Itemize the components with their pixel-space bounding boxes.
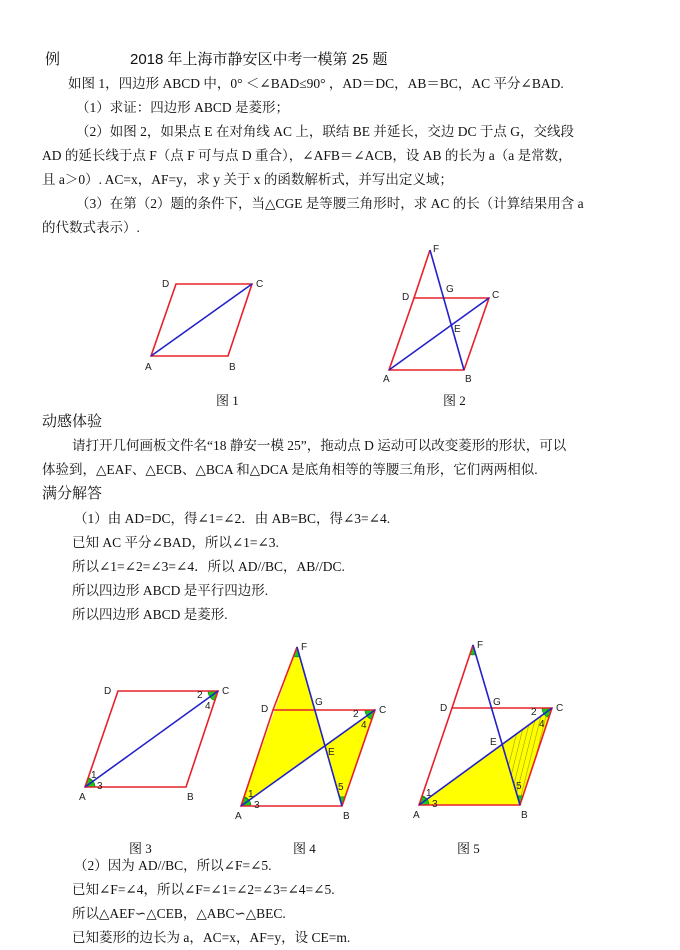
figure-5	[413, 640, 563, 821]
problem-title: 2018 年上海市静安区中考一模第 25 题	[130, 51, 388, 68]
fig3-angle-1: 1	[91, 770, 97, 781]
fig5-label-c: C	[556, 703, 564, 714]
problem-line-6: （3）在第（2）题的条件下，当△CGE 是等腰三角形时，求 AC 的长（计算结果用含 a	[76, 196, 584, 211]
fig4-label-g: G	[315, 697, 323, 708]
figure-2	[383, 244, 499, 385]
solution-part2-line-4: 已知菱形的边长为 a，AC=x，AF=y，设 CE=m.	[72, 930, 351, 945]
solution-part1-line-3: 所以∠1=∠2=∠3=∠4．所以 AD//BC，AB//DC.	[72, 559, 345, 574]
fig4-label-f: F	[301, 642, 308, 653]
figure-1	[145, 279, 263, 373]
fig4-label-b: B	[343, 811, 350, 822]
figure-3	[79, 686, 229, 803]
solution-part1-line-5: 所以四边形 ABCD 是菱形.	[72, 607, 228, 622]
solution-part1-line-4: 所以四边形 ABCD 是平行四边形.	[72, 583, 269, 598]
fig5-angle-4: 4	[539, 719, 545, 730]
dynamic-line-2: 体验到，△EAF、△ECB、△BCA 和△DCA 是底角相等的等腰三角形，它们两两相似.	[42, 462, 538, 477]
fig1-label-c: C	[256, 279, 264, 290]
fig4-label-d: D	[261, 704, 269, 715]
solution-part2-line-2: 已知∠F=∠4，所以∠F=∠1=∠2=∠3=∠4=∠5.	[72, 882, 335, 897]
problem-line-1: 如图 1，四边形 ABCD 中，0° ＜∠BAD≤90° ，AD＝DC，AB＝BC，AC 平分∠BAD.	[68, 76, 564, 91]
fig5-label-b: B	[521, 810, 528, 821]
dynamic-heading: 动感体验	[42, 413, 103, 430]
fig1-label-b: B	[229, 362, 236, 373]
fig2-label-f: F	[433, 244, 440, 255]
fig1-label-a: A	[145, 362, 152, 373]
problem-line-2: （1）求证：四边形 ABCD 是菱形；	[76, 100, 290, 115]
fig4-label-e: E	[328, 747, 335, 758]
fig2-label-e: E	[454, 324, 461, 335]
fig4-angle-1: 1	[248, 789, 254, 800]
fig4-angle-2: 2	[353, 709, 359, 720]
dynamic-line-1: 请打开几何画板文件名“18 静安一模 25”，拖动点 D 运动可以改变菱形的形状，可以	[72, 438, 567, 453]
fig4-triangle-aef	[241, 647, 325, 806]
fig5-extension-df	[452, 645, 473, 708]
fig4-triangle-ceb	[325, 710, 375, 806]
fig5-angle-1: 1	[426, 788, 432, 799]
problem-line-7: 的代数式表示）.	[42, 220, 140, 235]
fig5-label-a: A	[413, 810, 420, 821]
fig4-angle-5: 5	[338, 782, 344, 793]
caption-figure-1: 图 1	[216, 393, 239, 408]
fig4-angle-4: 4	[361, 720, 367, 731]
solution-part1-line-1: （1）由 AD=DC，得∠1=∠2．由 AB=BC，得∠3=∠4.	[74, 511, 391, 526]
fig4-label-c: C	[379, 705, 387, 716]
fig5-label-f: F	[477, 640, 484, 651]
fig2-extension-df	[414, 250, 430, 298]
caption-figure-2: 图 2	[443, 393, 466, 408]
caption-figure-5: 图 5	[457, 841, 480, 856]
figure-4	[235, 642, 386, 822]
fig5-angle-5: 5	[516, 781, 522, 792]
fig2-label-b: B	[465, 374, 472, 385]
fig5-angle-2: 2	[531, 707, 537, 718]
solution-part1-line-2: 已知 AC 平分∠BAD，所以∠1=∠3.	[72, 535, 279, 550]
fig2-line-fb	[430, 250, 464, 370]
caption-figure-4: 图 4	[293, 841, 316, 856]
example-label: 例	[45, 51, 61, 68]
fig5-label-g: G	[493, 697, 501, 708]
fig3-angle-3: 3	[97, 781, 103, 792]
problem-line-4: AD 的延长线于点 F（点 F 可与点 D 重合），∠AFB＝∠ACB，设 AB 的长为 a（a 是常数，	[42, 148, 572, 163]
fig3-angle-2: 2	[197, 690, 203, 701]
problem-line-3: （2）如图 2，如果点 E 在对角线 AC 上，联结 BE 并延长，交边 DC 于点 G，交线段	[76, 124, 575, 139]
fig3-label-b: B	[187, 792, 194, 803]
fig5-angle-3: 3	[432, 799, 438, 810]
solution-heading: 满分解答	[42, 485, 103, 502]
fig3-label-c: C	[222, 686, 230, 697]
fig4-label-a: A	[235, 811, 242, 822]
caption-figure-3: 图 3	[129, 841, 152, 856]
fig3-diagonal-ac	[85, 691, 218, 787]
fig3-label-d: D	[104, 686, 112, 697]
fig5-label-e: E	[490, 737, 497, 748]
solution-part2-line-3: 所以△AEF∽△CEB，△ABC∽△BEC.	[72, 906, 286, 921]
fig3-label-a: A	[79, 792, 86, 803]
problem-line-5: 且 a＞0）. AC=x，AF=y，求 y 关于 x 的函数解析式，并写出定义域；	[42, 172, 453, 187]
fig2-label-a: A	[383, 374, 390, 385]
fig5-label-d: D	[440, 703, 448, 714]
fig3-angle-4: 4	[205, 701, 211, 712]
fig1-diagonal-ac	[151, 284, 252, 356]
fig2-label-d: D	[402, 292, 410, 303]
fig2-label-c: C	[492, 290, 500, 301]
fig4-angle-3: 3	[254, 800, 260, 811]
fig1-label-d: D	[162, 279, 170, 290]
fig2-diagonal-ac	[389, 298, 489, 370]
fig2-label-g: G	[446, 284, 454, 295]
solution-part2-line-1: （2）因为 AD//BC，所以∠F=∠5.	[74, 858, 272, 873]
